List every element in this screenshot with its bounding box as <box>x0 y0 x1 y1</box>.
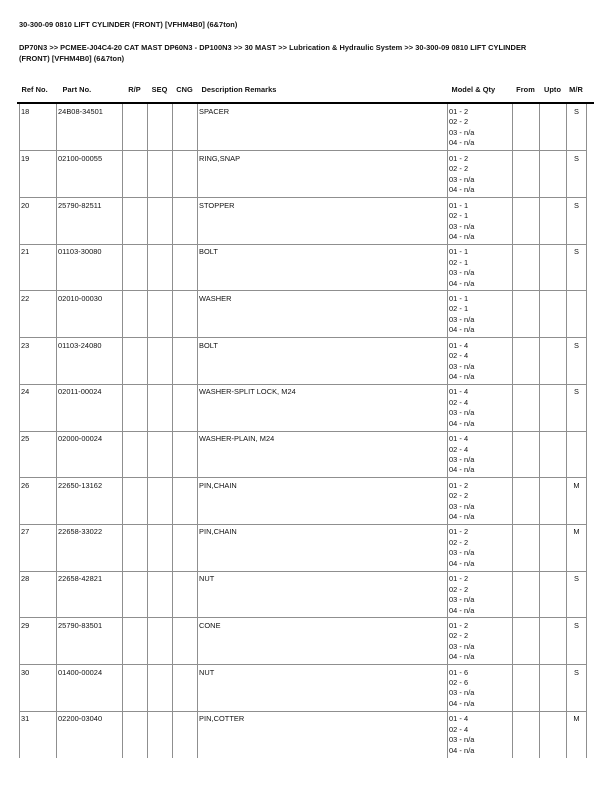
ref-no-cell: 19 <box>20 151 57 198</box>
ref-no-cell: 25 <box>20 431 57 478</box>
ref-no-cell: 27 <box>20 524 57 571</box>
cng-cell <box>173 198 198 245</box>
qty-line: 01 - 1 <box>449 247 469 257</box>
qty-line: 02 - 4 <box>449 724 469 734</box>
part-no-cell: 25790-83501 <box>57 618 123 665</box>
ref-no-cell: 29 <box>20 618 57 665</box>
upto-cell <box>540 104 567 151</box>
cng-cell <box>173 664 198 711</box>
seq-cell <box>148 478 173 525</box>
table-row <box>20 198 587 245</box>
column-header-upto: Upto <box>543 85 562 94</box>
mr-cell: S <box>567 198 587 245</box>
table-row <box>20 478 587 525</box>
qty-line: 03 - n/a <box>449 595 475 605</box>
column-header-model-qty: Model & Qty <box>451 85 496 94</box>
column-header-description: Description Remarks <box>201 85 277 94</box>
description-cell: STOPPER <box>198 198 448 245</box>
rp-cell <box>123 198 148 245</box>
seq-cell <box>148 384 173 431</box>
rp-cell <box>123 104 148 151</box>
qty-line: 02 - 1 <box>449 257 469 267</box>
column-header-cng: CNG <box>176 85 193 94</box>
part-no-cell: 01103-30080 <box>57 244 123 291</box>
seq-cell <box>148 524 173 571</box>
upto-cell <box>540 384 567 431</box>
mr-cell: M <box>567 524 587 571</box>
description-cell: WASHER-SPLIT LOCK, M24 <box>198 384 448 431</box>
seq-cell <box>148 664 173 711</box>
qty-line: 01 - 2 <box>449 153 469 163</box>
rp-cell <box>123 571 148 618</box>
qty-line: 03 - n/a <box>449 688 475 698</box>
qty-line: 01 - 4 <box>449 340 469 350</box>
qty-line: 03 - n/a <box>449 221 475 231</box>
ref-no-cell: 18 <box>20 104 57 151</box>
model-qty-cell <box>448 571 513 618</box>
upto-cell <box>540 198 567 245</box>
ref-no-cell: 20 <box>20 198 57 245</box>
qty-line: 02 - 1 <box>449 211 469 221</box>
upto-cell <box>540 524 567 571</box>
qty-line: 03 - n/a <box>449 408 475 418</box>
from-cell <box>513 384 540 431</box>
column-header-mr: M/R <box>569 85 583 94</box>
model-qty-cell <box>448 244 513 291</box>
part-no-cell: 01400-00024 <box>57 664 123 711</box>
qty-line: 04 - n/a <box>449 185 475 195</box>
mr-cell: S <box>567 338 587 385</box>
part-no-cell: 02000-00024 <box>57 431 123 478</box>
cng-cell <box>173 478 198 525</box>
model-qty-cell <box>448 291 513 338</box>
qty-line: 04 - n/a <box>449 138 475 148</box>
qty-line: 01 - 4 <box>449 387 469 397</box>
upto-cell <box>540 431 567 478</box>
mr-cell: S <box>567 384 587 431</box>
part-no-cell: 02200-03040 <box>57 711 123 758</box>
model-qty-cell <box>448 431 513 478</box>
seq-cell <box>148 104 173 151</box>
mr-cell: S <box>567 104 587 151</box>
qty-line: 02 - 1 <box>449 304 469 314</box>
table-row <box>20 151 587 198</box>
rp-cell <box>123 478 148 525</box>
rp-cell <box>123 244 148 291</box>
rp-cell <box>123 524 148 571</box>
seq-cell <box>148 198 173 245</box>
mr-cell: S <box>567 571 587 618</box>
upto-cell <box>540 478 567 525</box>
part-no-cell: 22658-33022 <box>57 524 123 571</box>
qty-line: 04 - n/a <box>449 372 475 382</box>
rp-cell <box>123 151 148 198</box>
ref-no-cell: 23 <box>20 338 57 385</box>
upto-cell <box>540 151 567 198</box>
column-header-from: From <box>516 85 535 94</box>
seq-cell <box>148 571 173 618</box>
qty-line: 01 - 2 <box>449 574 469 584</box>
mr-cell: M <box>567 478 587 525</box>
qty-line: 01 - 4 <box>449 434 469 444</box>
part-no-cell: 02100-00055 <box>57 151 123 198</box>
part-no-cell: 25790-82511 <box>57 198 123 245</box>
qty-line: 02 - 2 <box>449 537 469 547</box>
column-header-rp: R/P <box>128 85 141 94</box>
qty-line: 03 - n/a <box>449 548 475 558</box>
qty-line: 01 - 1 <box>449 294 469 304</box>
qty-line: 02 - 2 <box>449 631 469 641</box>
column-header-seq: SEQ <box>151 85 168 94</box>
from-cell <box>513 571 540 618</box>
mr-cell <box>567 431 587 478</box>
description-cell: SPACER <box>198 104 448 151</box>
parts-table <box>19 104 587 758</box>
cng-cell <box>173 384 198 431</box>
parts-table-body <box>20 104 587 758</box>
rp-cell <box>123 431 148 478</box>
table-row <box>20 618 587 665</box>
column-header-row <box>19 85 586 94</box>
description-cell: NUT <box>198 571 448 618</box>
qty-line: 03 - n/a <box>449 174 475 184</box>
mr-cell: S <box>567 244 587 291</box>
table-row <box>20 291 587 338</box>
ref-no-cell: 31 <box>20 711 57 758</box>
model-qty-cell <box>448 384 513 431</box>
cng-cell <box>173 431 198 478</box>
mr-cell: S <box>567 664 587 711</box>
from-cell <box>513 618 540 665</box>
seq-cell <box>148 431 173 478</box>
from-cell <box>513 478 540 525</box>
qty-line: 02 - 4 <box>449 351 469 361</box>
cng-cell <box>173 338 198 385</box>
upto-cell <box>540 338 567 385</box>
cng-cell <box>173 711 198 758</box>
page-title: 30-300-09 0810 LIFT CYLINDER (FRONT) [VFHM4B0] (6&7ton) <box>19 20 238 29</box>
model-qty-cell <box>448 664 513 711</box>
description-cell: PIN,COTTER <box>198 711 448 758</box>
model-qty-cell <box>448 524 513 571</box>
mr-cell: S <box>567 151 587 198</box>
qty-line: 03 - n/a <box>449 735 475 745</box>
upto-cell <box>540 291 567 338</box>
ref-no-cell: 24 <box>20 384 57 431</box>
table-row <box>20 524 587 571</box>
rp-cell <box>123 711 148 758</box>
ref-no-cell: 21 <box>20 244 57 291</box>
description-cell: PIN,CHAIN <box>198 478 448 525</box>
qty-line: 03 - n/a <box>449 127 475 137</box>
model-qty-cell <box>448 104 513 151</box>
part-no-cell: 22650-13162 <box>57 478 123 525</box>
table-row <box>20 244 587 291</box>
qty-line: 04 - n/a <box>449 418 475 428</box>
part-no-cell: 22658-42821 <box>57 571 123 618</box>
upto-cell <box>540 244 567 291</box>
upto-cell <box>540 711 567 758</box>
cng-cell <box>173 291 198 338</box>
qty-line: 01 - 2 <box>449 527 469 537</box>
description-cell: PIN,CHAIN <box>198 524 448 571</box>
rp-cell <box>123 291 148 338</box>
model-qty-cell <box>448 338 513 385</box>
cng-cell <box>173 104 198 151</box>
part-no-cell: 02010-00030 <box>57 291 123 338</box>
model-qty-cell <box>448 198 513 245</box>
from-cell <box>513 244 540 291</box>
qty-line: 04 - n/a <box>449 512 475 522</box>
from-cell <box>513 711 540 758</box>
description-cell: WASHER-PLAIN, M24 <box>198 431 448 478</box>
model-qty-cell <box>448 151 513 198</box>
description-cell: BOLT <box>198 244 448 291</box>
qty-line: 04 - n/a <box>449 325 475 335</box>
mr-cell: S <box>567 618 587 665</box>
qty-line: 04 - n/a <box>449 465 475 475</box>
seq-cell <box>148 618 173 665</box>
seq-cell <box>148 711 173 758</box>
cng-cell <box>173 244 198 291</box>
from-cell <box>513 431 540 478</box>
seq-cell <box>148 291 173 338</box>
from-cell <box>513 338 540 385</box>
qty-line: 01 - 2 <box>449 620 469 630</box>
qty-line: 04 - n/a <box>449 232 475 242</box>
model-qty-cell <box>448 478 513 525</box>
table-row <box>20 711 587 758</box>
description-cell: NUT <box>198 664 448 711</box>
from-cell <box>513 198 540 245</box>
model-qty-cell <box>448 711 513 758</box>
part-no-cell: 02011-00024 <box>57 384 123 431</box>
cng-cell <box>173 571 198 618</box>
table-row <box>20 571 587 618</box>
qty-line: 01 - 2 <box>449 480 469 490</box>
rp-cell <box>123 384 148 431</box>
qty-line: 01 - 2 <box>449 106 469 116</box>
breadcrumb: DP70N3 >> PCMEE-J04C4-20 CAT MAST DP60N3 - DP100N3 >> 30 MAST >> Lubrication & Hydraulic System >> 30-300-09 0810 LIFT CYLINDER (FRONT) [VFHM4B0] (6&7ton) <box>19 43 527 63</box>
description-cell: BOLT <box>198 338 448 385</box>
rp-cell <box>123 338 148 385</box>
from-cell <box>513 524 540 571</box>
qty-line: 03 - n/a <box>449 501 475 511</box>
rp-cell <box>123 618 148 665</box>
qty-line: 04 - n/a <box>449 278 475 288</box>
seq-cell <box>148 338 173 385</box>
qty-line: 02 - 2 <box>449 164 469 174</box>
qty-line: 03 - n/a <box>449 361 475 371</box>
qty-line: 01 - 4 <box>449 714 469 724</box>
qty-line: 02 - 2 <box>449 491 469 501</box>
table-row <box>20 431 587 478</box>
from-cell <box>513 664 540 711</box>
qty-line: 02 - 4 <box>449 397 469 407</box>
table-row <box>20 384 587 431</box>
qty-line: 04 - n/a <box>449 652 475 662</box>
part-no-cell: 01103-24080 <box>57 338 123 385</box>
from-cell <box>513 291 540 338</box>
qty-line: 03 - n/a <box>449 314 475 324</box>
cng-cell <box>173 524 198 571</box>
column-header-ref-no: Ref No. <box>21 85 48 94</box>
description-cell: CONE <box>198 618 448 665</box>
seq-cell <box>148 151 173 198</box>
part-no-cell: 24B08-34501 <box>57 104 123 151</box>
description-cell: WASHER <box>198 291 448 338</box>
table-row <box>20 338 587 385</box>
qty-line: 02 - 6 <box>449 677 469 687</box>
ref-no-cell: 28 <box>20 571 57 618</box>
upto-cell <box>540 664 567 711</box>
seq-cell <box>148 244 173 291</box>
qty-line: 03 - n/a <box>449 455 475 464</box>
column-header-part-no: Part No. <box>62 85 92 94</box>
description-cell: RING,SNAP <box>198 151 448 198</box>
from-cell <box>513 151 540 198</box>
qty-line: 01 - 1 <box>449 200 469 210</box>
cng-cell <box>173 151 198 198</box>
qty-line: 02 - 2 <box>449 117 469 127</box>
table-row <box>20 104 587 151</box>
qty-line: 03 - n/a <box>449 268 475 278</box>
mr-cell: M <box>567 711 587 758</box>
table-row <box>20 664 587 711</box>
upto-cell <box>540 571 567 618</box>
qty-line: 02 - 2 <box>449 584 469 594</box>
qty-line: 01 - 6 <box>449 667 469 677</box>
qty-line: 02 - 4 <box>449 444 469 454</box>
upto-cell <box>540 618 567 665</box>
from-cell <box>513 104 540 151</box>
qty-line: 04 - n/a <box>449 605 475 615</box>
mr-cell <box>567 291 587 338</box>
ref-no-cell: 22 <box>20 291 57 338</box>
ref-no-cell: 30 <box>20 664 57 711</box>
rp-cell <box>123 664 148 711</box>
model-qty-cell <box>448 618 513 665</box>
qty-line: 04 - n/a <box>449 745 475 755</box>
cng-cell <box>173 618 198 665</box>
qty-line: 03 - n/a <box>449 641 475 651</box>
qty-line: 04 - n/a <box>449 558 475 568</box>
qty-line: 04 - n/a <box>449 698 475 708</box>
ref-no-cell: 26 <box>20 478 57 525</box>
